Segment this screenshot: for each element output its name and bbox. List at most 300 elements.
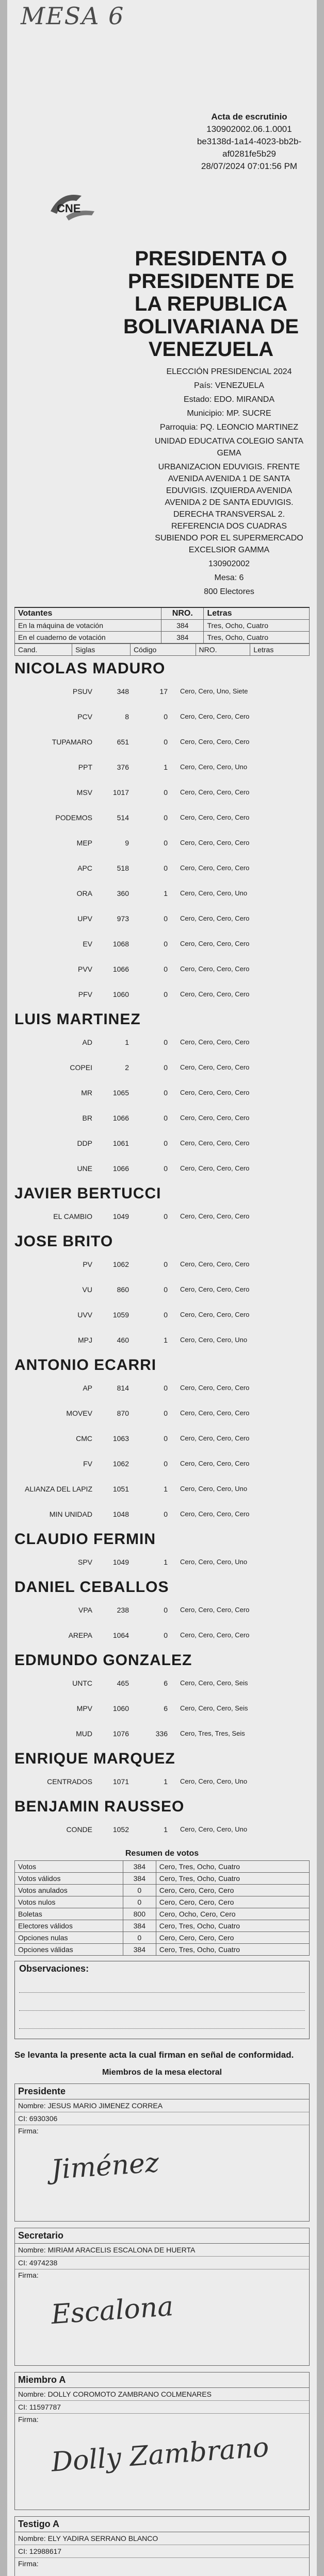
party-code: 514 — [117, 813, 129, 822]
party-votes: 0 — [164, 939, 168, 948]
party-votes: 1 — [164, 762, 168, 771]
party-acronym: EV — [83, 939, 92, 948]
member-card — [14, 2083, 310, 2222]
member-nombre: Nombre: DOLLY COROMOTO ZAMBRANO COLMENARES — [15, 2388, 309, 2401]
party-row — [14, 855, 310, 880]
summary-row — [15, 632, 310, 643]
col-codigo: Código — [130, 644, 196, 656]
party-code: 1049 — [112, 1212, 129, 1221]
party-acronym: MPV — [76, 1704, 92, 1713]
party-row — [14, 1622, 310, 1648]
party-votes-words: Cero, Cero, Cero, Seis — [180, 1704, 248, 1712]
party-row — [14, 1400, 310, 1426]
party-row — [14, 1597, 310, 1622]
party-votes: 0 — [164, 914, 168, 923]
party-votes: 0 — [164, 1063, 168, 1072]
candidate-name: NICOLAS MADURO — [14, 660, 166, 677]
party-row — [14, 981, 310, 1007]
party-code: 1017 — [112, 788, 129, 796]
party-acronym: COPEI — [70, 1063, 92, 1072]
party-table — [14, 1597, 310, 1648]
resumen-n: 800 — [123, 1908, 156, 1920]
party-votes-words: Cero, Cero, Cero, Uno — [180, 1825, 248, 1833]
party-votes: 0 — [164, 863, 168, 872]
resumen-words: Cero, Cero, Cero, Cero — [156, 1885, 309, 1896]
party-votes-words: Cero, Cero, Cero, Uno — [180, 1777, 248, 1785]
party-votes-words: Cero, Tres, Tres, Seis — [180, 1730, 245, 1737]
party-votes-words: Cero, Cero, Cero, Cero — [180, 713, 250, 720]
party-code: 860 — [117, 1285, 129, 1294]
votes-summary-table — [14, 607, 310, 643]
resumen-words: Cero, Tres, Ocho, Cuatro — [156, 1920, 309, 1932]
col-nro: NRO. — [161, 607, 204, 620]
meta-line: ELECCIÓN PRESIDENCIAL 2024 — [166, 367, 292, 376]
party-table — [14, 1204, 310, 1229]
resumen-row — [15, 1861, 310, 1873]
party-table — [14, 1817, 310, 1842]
party-code: 376 — [117, 762, 129, 771]
party-votes: 1 — [164, 1484, 168, 1493]
member-role: Miembro A — [15, 2372, 309, 2388]
party-code: 2 — [125, 1063, 129, 1072]
resumen-row — [15, 1908, 310, 1920]
resumen-row — [15, 1932, 310, 1944]
member-nombre: Nombre: ELY YADIRA SERRANO BLANCO — [15, 2532, 309, 2545]
party-table — [14, 1375, 310, 1527]
candidates-list — [14, 660, 310, 1842]
resumen-n: 0 — [123, 1932, 156, 1944]
observaciones-box — [14, 1961, 310, 2039]
summary-n: 384 — [161, 620, 204, 632]
party-votes-words: Cero, Cero, Cero, Cero — [180, 1460, 250, 1467]
member-card — [14, 2228, 310, 2366]
party-votes: 0 — [164, 1605, 168, 1614]
header — [14, 0, 310, 242]
party-acronym: MPJ — [78, 1335, 92, 1344]
member-card — [14, 2516, 310, 2576]
party-votes: 0 — [164, 1409, 168, 1417]
party-acronym: MEP — [76, 838, 92, 847]
signature-image: Escalona — [50, 2291, 175, 2331]
party-votes: 0 — [164, 1310, 168, 1319]
resumen-label: Votos — [15, 1861, 123, 1873]
party-votes-words: Cero, Cero, Cero, Cero — [180, 1510, 250, 1518]
party-votes-words: Cero, Cero, Cero, Cero — [180, 965, 250, 973]
party-acronym: CENTRADOS — [47, 1777, 92, 1786]
party-votes: 0 — [164, 1434, 168, 1443]
party-votes-words: Cero, Cero, Cero, Cero — [180, 1212, 250, 1220]
party-row — [14, 1549, 310, 1574]
party-code: 1060 — [112, 1704, 129, 1713]
party-row — [14, 1476, 310, 1501]
member-ci: CI: 11597787 — [15, 2401, 309, 2414]
candidate-name: ENRIQUE MARQUEZ — [14, 1750, 175, 1767]
party-code: 1068 — [112, 939, 129, 948]
party-code: 651 — [117, 737, 129, 746]
party-row — [14, 830, 310, 855]
election-title: PRESIDENTA O PRESIDENTE DE LA REPUBLICA BOLIVARIANA DE VENEZUELA — [123, 247, 299, 361]
candidate-name: EDMUNDO GONZALEZ — [14, 1652, 192, 1669]
party-acronym: ALIANZA DEL LAPIZ — [25, 1484, 92, 1493]
party-row — [14, 1080, 310, 1105]
party-row — [14, 906, 310, 931]
party-row — [14, 1029, 310, 1055]
acta-block — [185, 111, 314, 173]
party-votes-words: Cero, Cero, Cero, Cero — [180, 1063, 250, 1071]
member-nombre: Nombre: JESUS MARIO JIMENEZ CORREA — [15, 2099, 309, 2112]
resumen-row — [15, 1944, 310, 1956]
party-votes: 336 — [155, 1729, 168, 1738]
party-row — [14, 1130, 310, 1156]
party-votes: 1 — [164, 889, 168, 897]
party-acronym: VPA — [78, 1605, 92, 1614]
party-acronym: SPV — [77, 1557, 92, 1566]
party-acronym: AP — [83, 1383, 92, 1392]
party-votes-words: Cero, Cero, Cero, Seis — [180, 1679, 248, 1687]
party-row — [14, 1156, 310, 1181]
col-cand: Cand. — [15, 644, 72, 656]
party-table — [14, 1670, 310, 1746]
party-votes-words: Cero, Cero, Cero, Cero — [180, 738, 250, 745]
party-acronym: ORA — [76, 889, 92, 897]
resumen-label: Votos anulados — [15, 1885, 123, 1896]
party-votes-words: Cero, Cero, Cero, Cero — [180, 990, 250, 998]
members-list — [14, 2083, 310, 2576]
party-votes-words: Cero, Cero, Cero, Cero — [180, 1114, 250, 1122]
party-votes-words: Cero, Cero, Cero, Cero — [180, 1409, 250, 1417]
party-code: 1060 — [112, 990, 129, 998]
party-code: 1071 — [112, 1777, 129, 1786]
party-acronym: APC — [77, 863, 92, 872]
meta-line: Parroquia: PQ. LEONCIO MARTINEZ — [159, 423, 299, 432]
candidate-name: JAVIER BERTUCCI — [14, 1185, 161, 1202]
party-acronym: DDP — [77, 1139, 92, 1147]
member-nombre: Nombre: MIRIAM ARACELIS ESCALONA DE HUERTA — [15, 2244, 309, 2257]
party-code: 1076 — [112, 1729, 129, 1738]
party-code: 9 — [125, 838, 129, 847]
party-code: 8 — [125, 712, 129, 721]
party-votes: 0 — [164, 813, 168, 822]
miembros-title: Miembros de la mesa electoral — [102, 2068, 222, 2077]
party-table — [14, 679, 310, 1007]
party-votes-words: Cero, Cero, Cero, Uno — [180, 763, 248, 771]
candidate-name: JOSE BRITO — [14, 1233, 114, 1250]
resumen-label: Votos nulos — [15, 1896, 123, 1908]
resumen-words: Cero, Tres, Ocho, Cuatro — [156, 1861, 309, 1873]
party-acronym: PV — [83, 1260, 92, 1268]
handwritten-mesa-note: MESA 6 — [21, 2, 125, 30]
member-role: Presidente — [15, 2084, 309, 2099]
party-votes-words: Cero, Cero, Cero, Cero — [180, 1038, 250, 1046]
party-table — [14, 1251, 310, 1352]
party-code: 1 — [125, 1038, 129, 1046]
meta-line: Estado: EDO. MIRANDA — [183, 395, 275, 404]
member-firma — [15, 2269, 309, 2365]
party-votes-words: Cero, Cero, Cero, Cero — [180, 1139, 250, 1147]
resumen-n: 0 — [123, 1896, 156, 1908]
party-row — [14, 880, 310, 906]
party-acronym: UVV — [77, 1310, 92, 1319]
cne-logo-icon — [45, 185, 102, 227]
party-acronym: MOVEV — [66, 1409, 92, 1417]
party-row — [14, 679, 310, 704]
party-acronym: PFV — [78, 990, 92, 998]
party-votes: 0 — [164, 1139, 168, 1147]
party-code: 1062 — [112, 1260, 129, 1268]
party-votes: 0 — [164, 1510, 168, 1518]
conformity-note: Se levanta la presente acta la cual firman en señal de conformidad. — [14, 2050, 294, 2060]
party-acronym: FV — [83, 1459, 92, 1468]
col-votantes: Votantes — [15, 607, 161, 620]
member-role: Testigo A — [15, 2517, 309, 2532]
col-letras2: Letras — [250, 644, 310, 656]
resumen-label: Opciones nulas — [15, 1932, 123, 1944]
party-row — [14, 956, 310, 981]
party-acronym: MUD — [76, 1729, 92, 1738]
party-votes: 0 — [164, 1164, 168, 1173]
party-votes-words: Cero, Cero, Cero, Uno — [180, 1485, 248, 1493]
party-row — [14, 729, 310, 754]
resumen-table — [14, 1860, 310, 1956]
party-votes-words: Cero, Cero, Cero, Cero — [180, 1164, 250, 1172]
party-row — [14, 1105, 310, 1130]
party-acronym: MR — [81, 1088, 92, 1097]
party-votes-words: Cero, Cero, Cero, Cero — [180, 1311, 250, 1318]
party-votes-words: Cero, Cero, Cero, Cero — [180, 1384, 250, 1392]
party-votes: 0 — [164, 990, 168, 998]
party-acronym: CMC — [76, 1434, 92, 1443]
party-votes: 0 — [164, 838, 168, 847]
signature-image: Jiménez — [50, 2147, 160, 2186]
party-row — [14, 1055, 310, 1080]
col-letras: Letras — [204, 607, 310, 620]
party-code: 1062 — [112, 1459, 129, 1468]
meta-line: Mesa: 6 — [214, 573, 244, 582]
cand-columns — [14, 643, 310, 656]
party-code: 1064 — [112, 1631, 129, 1639]
party-votes-words: Cero, Cero, Cero, Cero — [180, 814, 250, 821]
resumen-words: Cero, Cero, Cero, Cero — [156, 1896, 309, 1908]
party-code: 238 — [117, 1605, 129, 1614]
party-row — [14, 1426, 310, 1451]
resumen-n: 384 — [123, 1920, 156, 1932]
party-code: 1059 — [112, 1310, 129, 1319]
party-acronym: AREPA — [68, 1631, 92, 1639]
firma-label: Firma: — [18, 2127, 39, 2135]
meta-line: URBANIZACION EDUVIGIS. FRENTE AVENIDA AVENIDA 1 DE SANTA EDUVIGIS. IZQUIERDA AVENIDA AVENIDA 2 DE SANTA EDUVIGIS. DERECHA TRANSVERSAL 2. REFERENCIA DOS CUADRAS SUBIENDO POR EL SUPERMERCADO EXCELSIOR GAMMA — [155, 463, 303, 554]
resumen-label: Electores válidos — [15, 1920, 123, 1932]
resumen-n: 384 — [123, 1861, 156, 1873]
resumen-label: Boletas — [15, 1908, 123, 1920]
party-row — [14, 1375, 310, 1400]
party-votes-words: Cero, Cero, Cero, Uno — [180, 889, 248, 897]
party-code: 1048 — [112, 1510, 129, 1518]
summary-label: En la máquina de votación — [15, 620, 161, 632]
party-votes: 0 — [164, 1285, 168, 1294]
party-votes-words: Cero, Cero, Cero, Cero — [180, 1089, 250, 1096]
party-votes: 1 — [164, 1335, 168, 1344]
party-acronym: TUPAMARO — [52, 737, 92, 746]
summary-words: Tres, Ocho, Cuatro — [204, 632, 310, 643]
party-votes: 0 — [164, 1383, 168, 1392]
party-votes-words: Cero, Cero, Cero, Cero — [180, 1606, 250, 1614]
party-row — [14, 1251, 310, 1277]
meta-line: 800 Electores — [204, 587, 254, 596]
party-acronym: MIN UNIDAD — [49, 1510, 92, 1518]
party-votes: 1 — [164, 1557, 168, 1566]
party-votes: 0 — [164, 1038, 168, 1046]
party-table — [14, 1769, 310, 1794]
party-votes: 0 — [164, 1113, 168, 1122]
party-votes-words: Cero, Cero, Cero, Cero — [180, 940, 250, 947]
summary-words: Tres, Ocho, Cuatro — [204, 620, 310, 632]
election-meta — [149, 366, 310, 598]
party-acronym: AD — [82, 1038, 92, 1046]
party-row — [14, 1501, 310, 1527]
party-code: 1061 — [112, 1139, 129, 1147]
party-row — [14, 1817, 310, 1842]
party-acronym: PSUV — [72, 687, 92, 696]
party-votes: 17 — [159, 687, 168, 696]
party-votes: 1 — [164, 1825, 168, 1834]
party-code: 1051 — [112, 1484, 129, 1493]
party-votes: 0 — [164, 1212, 168, 1221]
party-acronym: VU — [82, 1285, 92, 1294]
member-firma — [15, 2558, 309, 2576]
party-acronym: PCV — [77, 712, 92, 721]
party-row — [14, 1302, 310, 1327]
party-acronym: UNTC — [72, 1679, 92, 1687]
acta-label: Acta de escrutinio — [211, 112, 287, 122]
party-acronym: MSV — [76, 788, 92, 796]
resumen-n: 0 — [123, 1885, 156, 1896]
party-code: 1052 — [112, 1825, 129, 1834]
party-row — [14, 754, 310, 779]
meta-line: UNIDAD EDUCATIVA COLEGIO SANTA GEMA — [154, 437, 304, 457]
party-votes-words: Cero, Cero, Cero, Cero — [180, 1285, 250, 1293]
party-table — [14, 1029, 310, 1181]
party-row — [14, 704, 310, 729]
resumen-words: Cero, Tres, Ocho, Cuatro — [156, 1873, 309, 1885]
party-row — [14, 1670, 310, 1696]
party-votes-words: Cero, Cero, Cero, Cero — [180, 839, 250, 846]
party-code: 1063 — [112, 1434, 129, 1443]
member-firma — [15, 2414, 309, 2510]
party-row — [14, 931, 310, 956]
party-acronym: PVV — [77, 964, 92, 973]
summary-n: 384 — [161, 632, 204, 643]
party-votes-words: Cero, Cero, Cero, Cero — [180, 914, 250, 922]
party-votes-words: Cero, Cero, Cero, Cero — [180, 1260, 250, 1268]
member-role: Secretario — [15, 2228, 309, 2244]
party-row — [14, 1277, 310, 1302]
resumen-n: 384 — [123, 1873, 156, 1885]
party-acronym: PODEMOS — [55, 813, 92, 822]
resumen-title: Resumen de votos — [125, 1849, 199, 1858]
party-votes: 6 — [164, 1704, 168, 1713]
party-row — [14, 1721, 310, 1746]
party-votes: 0 — [164, 1260, 168, 1268]
party-acronym: UNE — [77, 1164, 92, 1173]
resumen-words: Cero, Ocho, Cero, Cero — [156, 1908, 309, 1920]
party-votes: 0 — [164, 712, 168, 721]
meta-line: 130902002 — [208, 560, 250, 568]
party-votes-words: Cero, Cero, Cero, Uno — [180, 1336, 248, 1344]
meta-line: Municipio: MP. SUCRE — [187, 409, 271, 418]
resumen-label: Votos válidos — [15, 1873, 123, 1885]
party-code: 1065 — [112, 1088, 129, 1097]
party-table — [14, 1549, 310, 1574]
party-votes: 0 — [164, 1088, 168, 1097]
party-votes-words: Cero, Cero, Cero, Cero — [180, 1631, 250, 1639]
member-card — [14, 2372, 310, 2510]
party-row — [14, 805, 310, 830]
summary-label: En el cuaderno de votación — [15, 632, 161, 643]
acta-hash: be3138d-1a14-4023-bb2b-af0281fe5b29 — [197, 137, 302, 159]
firma-label: Firma: — [18, 2415, 39, 2424]
party-acronym: UPV — [77, 914, 92, 923]
candidate-name: LUIS MARTINEZ — [14, 1011, 141, 1028]
party-code: 973 — [117, 914, 129, 923]
party-code: 518 — [117, 863, 129, 872]
party-row — [14, 1204, 310, 1229]
party-acronym: EL CAMBIO — [53, 1212, 92, 1221]
resumen-words: Cero, Cero, Cero, Cero — [156, 1932, 309, 1944]
party-votes: 6 — [164, 1679, 168, 1687]
acta-receipt — [7, 0, 317, 2576]
member-ci: CI: 6930306 — [15, 2112, 309, 2125]
party-code: 1066 — [112, 964, 129, 973]
member-ci: CI: 12988617 — [15, 2545, 309, 2558]
party-votes: 0 — [164, 788, 168, 796]
candidate-name: DANIEL CEBALLOS — [14, 1579, 169, 1596]
party-votes: 0 — [164, 1631, 168, 1639]
party-row — [14, 1769, 310, 1794]
resumen-n: 384 — [123, 1944, 156, 1956]
signature-image: Dolly Zambrano — [50, 2432, 270, 2478]
summary-row — [15, 620, 310, 632]
party-votes: 1 — [164, 1777, 168, 1786]
party-votes: 0 — [164, 1459, 168, 1468]
acta-timestamp: 28/07/2024 07:01:56 PM — [201, 161, 298, 171]
party-code: 465 — [117, 1679, 129, 1687]
col-siglas: Siglas — [72, 644, 131, 656]
resumen-row — [15, 1885, 310, 1896]
party-row — [14, 1327, 310, 1352]
member-firma — [15, 2125, 309, 2221]
party-votes-words: Cero, Cero, Cero, Cero — [180, 788, 250, 796]
party-row — [14, 1451, 310, 1476]
candidate-name: BENJAMIN RAUSSEO — [14, 1798, 185, 1815]
resumen-row — [15, 1920, 310, 1932]
party-votes-words: Cero, Cero, Cero, Cero — [180, 1434, 250, 1442]
observaciones-label: Observaciones: — [19, 1963, 89, 1974]
candidate-name: CLAUDIO FERMIN — [14, 1531, 156, 1548]
party-votes: 0 — [164, 737, 168, 746]
party-code: 814 — [117, 1383, 129, 1392]
party-code: 348 — [117, 687, 129, 696]
acta-number: 130902002.06.1.0001 — [206, 124, 292, 134]
party-code: 870 — [117, 1409, 129, 1417]
resumen-row — [15, 1873, 310, 1885]
resumen-row — [15, 1896, 310, 1908]
party-code: 1066 — [112, 1113, 129, 1122]
party-votes-words: Cero, Cero, Uno, Siete — [180, 687, 248, 695]
col-nro2: NRO. — [196, 644, 250, 656]
meta-line: País: VENEZUELA — [193, 381, 265, 390]
party-acronym: CONDE — [66, 1825, 92, 1834]
member-ci: CI: 4974238 — [15, 2257, 309, 2269]
